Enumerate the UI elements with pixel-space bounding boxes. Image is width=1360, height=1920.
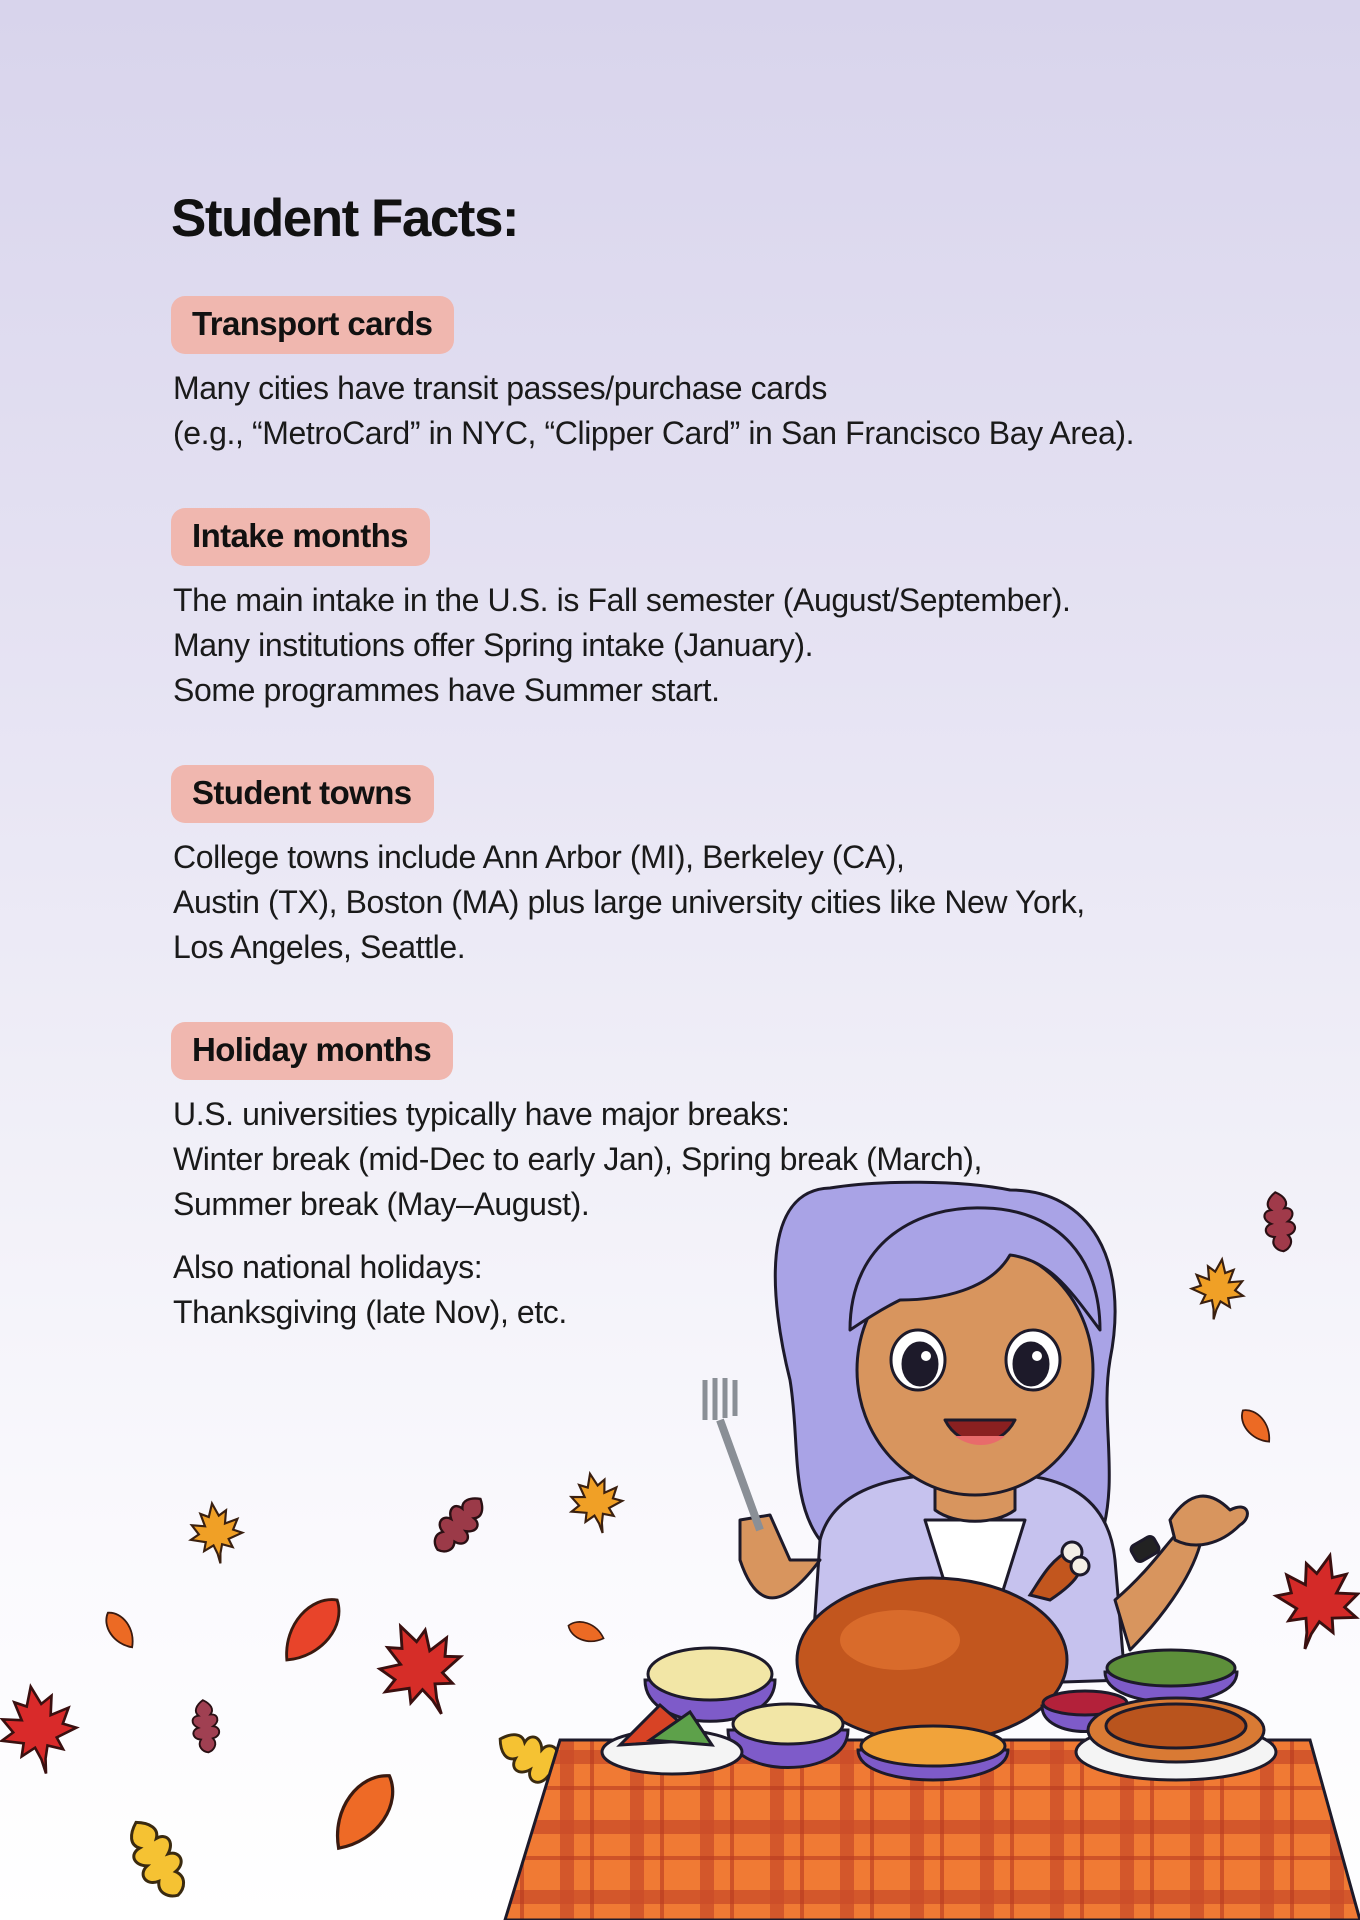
- section-paragraph: [173, 1092, 1271, 1227]
- section-paragraph: [173, 835, 1271, 970]
- leaf-icon: [1236, 1404, 1277, 1447]
- text-line: Thanksgiving (late Nov), etc.: [173, 1294, 567, 1331]
- text-line: Summer break (May–August).: [173, 1186, 590, 1223]
- pie: [1076, 1698, 1276, 1780]
- maple-leaf-icon: [1265, 1545, 1360, 1660]
- section-heading: Holiday months: [171, 1022, 453, 1080]
- leaf-icon: [100, 1607, 140, 1653]
- oak-leaf-icon: [190, 1699, 221, 1754]
- green-bean-bowl: [1105, 1650, 1237, 1702]
- stuffing-bowl: [858, 1726, 1008, 1780]
- facts-content: [171, 190, 1271, 1335]
- text-line: Winter break (mid-Dec to early Jan), Spring break (March),: [173, 1141, 983, 1178]
- oak-leaf-icon: [118, 1812, 196, 1905]
- section-heading: Intake months: [171, 508, 430, 566]
- leaf-icon: [322, 1764, 406, 1860]
- text-line: College towns include Ann Arbor (MI), Berkeley (CA),: [173, 839, 905, 876]
- maple-leaf-icon: [565, 1468, 628, 1538]
- section-transport-cards: [171, 296, 1271, 456]
- text-line: U.S. universities typically have major breaks:: [173, 1096, 790, 1133]
- mashed-potato-bowl: [645, 1648, 775, 1721]
- tablecloth: [505, 1740, 1360, 1920]
- section-paragraph: [173, 366, 1271, 456]
- section-holiday-months: [171, 1022, 1271, 1335]
- vegetable-plate: [602, 1705, 742, 1774]
- section-intake-months: [171, 508, 1271, 713]
- maple-leaf-icon: [363, 1609, 479, 1732]
- text-line: Many cities have transit passes/purchase cards: [173, 370, 827, 407]
- section-student-towns: [171, 765, 1271, 970]
- turkey: [797, 1542, 1089, 1742]
- section-heading: Student towns: [171, 765, 434, 823]
- page-title: Student Facts:: [171, 189, 519, 248]
- leaf-icon: [273, 1588, 351, 1671]
- section-paragraph: [173, 1245, 1271, 1335]
- leaf-icon: [565, 1617, 606, 1646]
- oak-leaf-icon: [490, 1722, 580, 1797]
- maple-leaf-icon: [186, 1500, 246, 1567]
- text-line: The main intake in the U.S. is Fall semester (August/September).: [173, 582, 1071, 619]
- text-line: Also national holidays:: [173, 1249, 483, 1286]
- section-heading: Transport cards: [171, 296, 454, 354]
- maple-leaf-icon: [0, 1680, 83, 1780]
- text-line: Austin (TX), Boston (MA) plus large university cities like New York,: [173, 884, 1085, 921]
- oak-leaf-icon: [425, 1488, 493, 1560]
- text-line: (e.g., “MetroCard” in NYC, “Clipper Card” in San Francisco Bay Area).: [173, 415, 1135, 452]
- cranberry-bowl: [1042, 1691, 1128, 1732]
- section-paragraph: [173, 578, 1271, 713]
- text-line: Many institutions offer Spring intake (January).: [173, 627, 814, 664]
- bowl: [728, 1704, 848, 1768]
- text-line: Some programmes have Summer start.: [173, 672, 720, 709]
- text-line: Los Angeles, Seattle.: [173, 929, 466, 966]
